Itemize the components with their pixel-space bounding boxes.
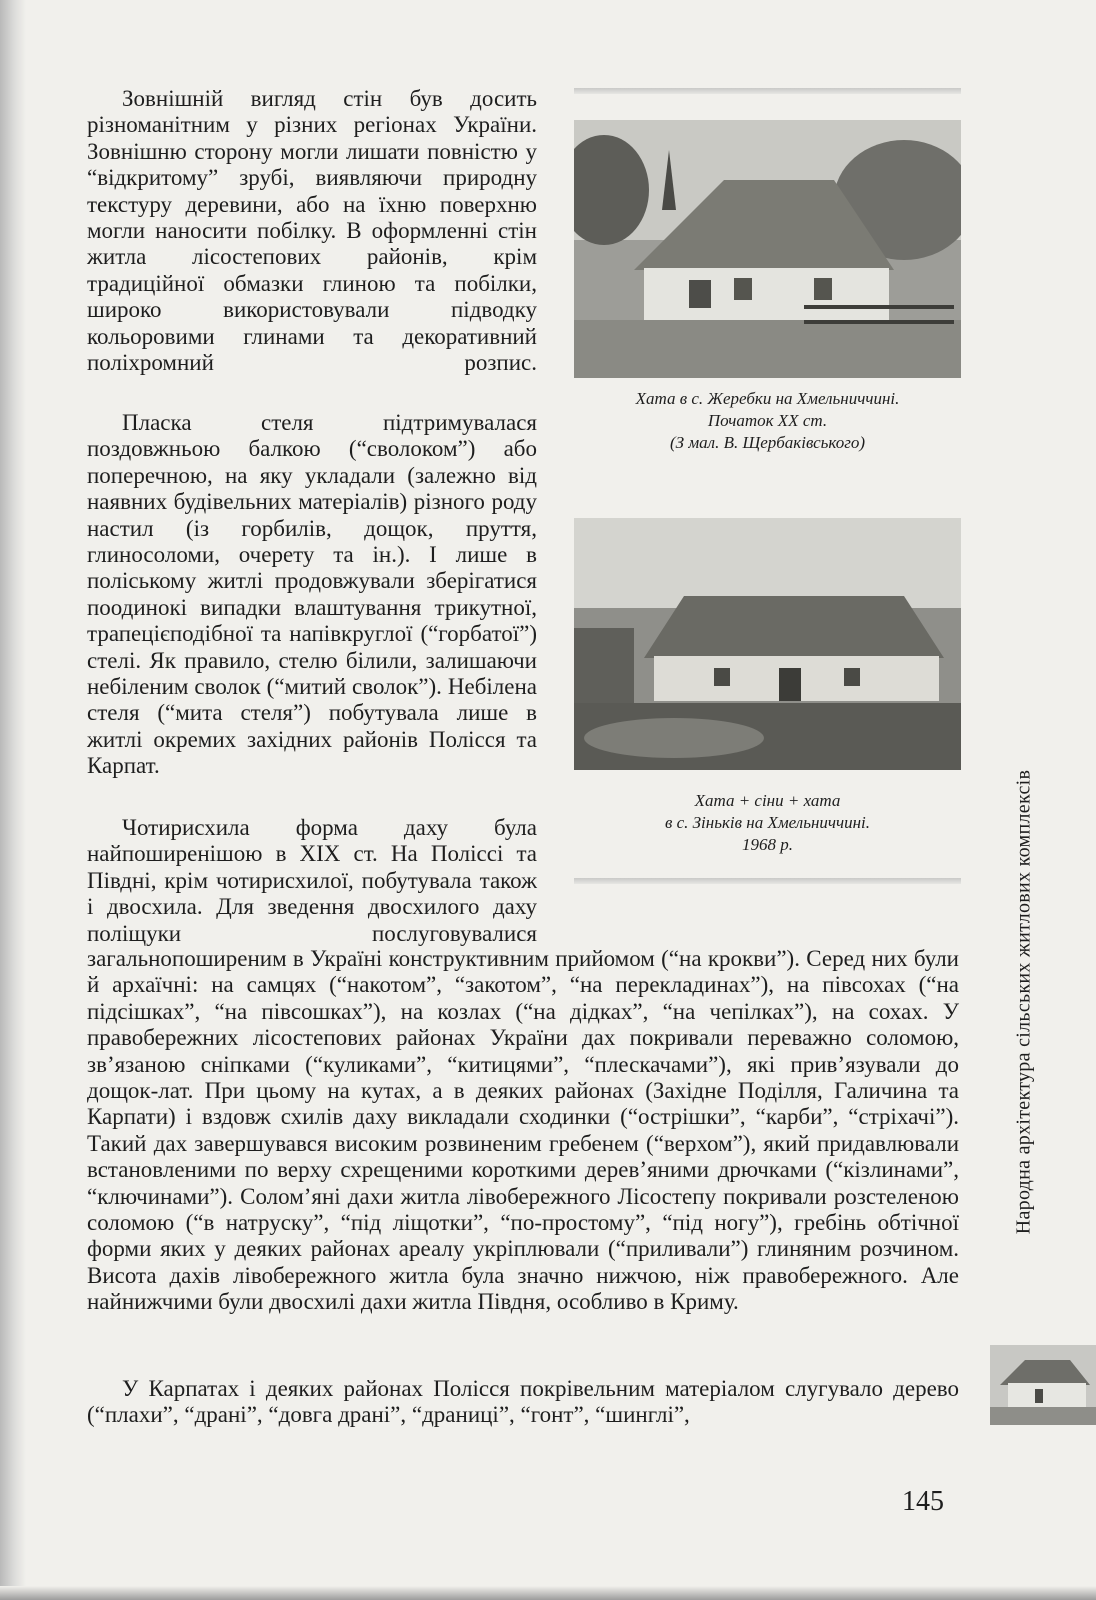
caption-line: в с. Зіньків на Хмельниччині. (664, 813, 871, 832)
figure-2-caption (574, 790, 961, 856)
photo-house-zherebky (574, 120, 961, 378)
running-title-text: Народна архітектура сільських житлових комплексів (1012, 769, 1035, 1235)
caption-line: 1968 р. (742, 835, 793, 854)
page-number: 145 (902, 1486, 944, 1517)
page-bottom-shadow (0, 1586, 1096, 1600)
paragraph-walls: Зовнішній вигляд стін був досить різноманітним у різних регіонах України. Зовнішню сторону могли лишати повністю у “відкритому” зрубі, виявляючи природну текстуру деревини, або на їхню поверхню могли наносити побілку. В оформленні стін житла лісостепових районів, крім традиційної обмазки глиною та побілки, широко використовували підводку кольоровими глинами та декоративний поліхромний розпис. (87, 86, 537, 376)
page-gutter-shadow (0, 0, 26, 1600)
figure-1-caption (574, 388, 961, 454)
caption-line: Хата + сіни + хата (694, 791, 841, 810)
running-title-vertical (1004, 732, 1044, 1272)
paragraph-carpathians: У Карпатах і деяких районах Полісся покрівельним матеріалом слугувало дерево (“плахи”, “драні”, “довга драні”, “драниці”, “гонт”, “шинглі”, (87, 1376, 959, 1428)
caption-line: Хата в с. Жеребки на Хмельниччині. (635, 389, 900, 408)
figure-top-rule (574, 88, 961, 94)
thumb-index-house-image (990, 1345, 1096, 1425)
caption-line: (З мал. В. Щербаківського) (669, 433, 865, 452)
caption-line: Початок ХХ ст. (707, 411, 828, 430)
paragraph-ceiling: Пласка стеля підтримувалася поздовжньою балкою (“сволоком”) або поперечною, на яку укладали (залежно від наявних будівельних матеріалів) різного роду настил (із горбилів, дощок, пруття, глиносоломи, очерету та ін.). І лише в поліському житлі продовжували зберігатися поодинокі випадки влаштування трикутної, трапецієподібної та напівкруглої (“горбатої”) стелі. Як правило, стелю білили, залишаючи небіленим сволок (“митий сволок”). Небілена стеля (“мита стеля”) побутувала лише в житлі окремих західних районів Полісся та Карпат. (87, 410, 537, 779)
figure-bottom-rule (574, 878, 961, 884)
paragraph-roof-continued: загальнопоширеним в Україні конструктивним прийомом (“на крокви”). Серед них були й архаїчні: на самцях (“накотом”, “закотом”, “на перекладинах”), на півсохах (“на підсішках”, “на півсошках”), на козлах (“на дідках”, “на чепілках”), на сохах. У правобережних лісостепових районах України дах покривали переважно соломою, зв’язаною сніпками (“куликами”, “китицями”, “плескачами”), які прив’язували до дощок-лат. При цьому на кутах, а в деяких районах (Західне Поділля, Галичина та Карпати) і вздовж схилів даху викладали сходинки (“острішки”, “карби”, “стріхачі”). Такий дах завершувався високим розвиненим гребенем (“верхом”), який придавлювали встановленими по верху схрещеними короткими дерев’яними дрючками (“кізлинами”, “ключинами”). Солом’яні дахи житла лівобережного Лісостепу покривали розстеленою соломою (“в натруску”, “під ліщотки”, “по-простому”, “під ногу”), гребінь обтічної форми яких у деяких районах ареалу укріплювали (“приливали”) глиняним розчином. Висота дахів лівобережного житла була значно нижчою, ніж правобережного. Але найнижчими були двосхилі дахи житла Півдня, особливо в Криму. (87, 946, 959, 1315)
paragraph-roof-start: Чотирисхила форма даху була найпоширенішою в ХІХ ст. На Поліссі та Півдні, крім чотирисхилої, побутувала також і двосхила. Для зведення двосхилого даху поліщуки послуговувалися (87, 815, 537, 946)
photo-house-zinkiv (574, 518, 961, 770)
